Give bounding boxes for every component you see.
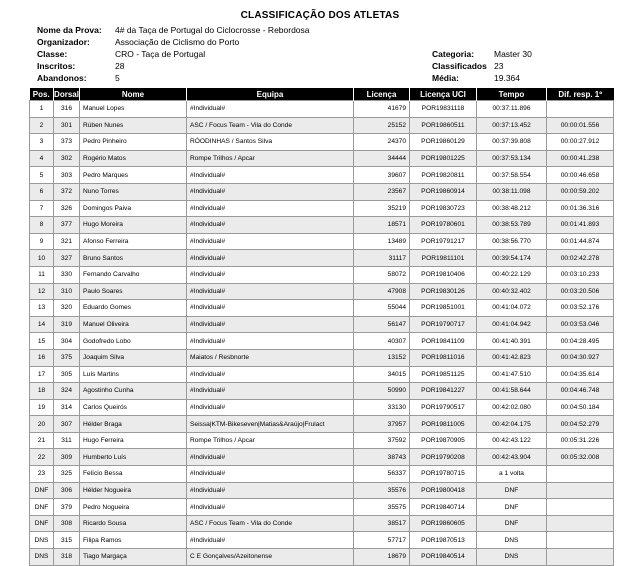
cell-licenca-uci: POR19811101: [410, 250, 477, 267]
header-dorsal: Dorsal: [54, 89, 79, 99]
cell-licenca-uci: POR19791217: [410, 233, 477, 250]
cell-tempo: DNF: [477, 499, 547, 516]
cell-tempo: 00:42:43.904: [477, 449, 547, 466]
cell-dif: 00:01:44.874: [547, 233, 614, 250]
cell-dorsal: 315: [54, 532, 80, 549]
cell-licenca: 40307: [354, 333, 410, 350]
classified-row: [432, 61, 612, 72]
cell-equipa: #Individual#: [187, 482, 354, 499]
cell-pos: 12: [30, 283, 54, 300]
cell-dif: 00:04:46.748: [547, 383, 614, 400]
cell-equipa: #Individual#: [187, 449, 354, 466]
cell-dorsal: 379: [54, 499, 80, 516]
cell-licenca: 18679: [354, 549, 410, 566]
cell-tempo: DNF: [477, 515, 547, 532]
cell-licenca: 23567: [354, 183, 410, 200]
cell-licenca: 18571: [354, 217, 410, 234]
table-header-row: [30, 88, 614, 101]
cell-tempo: 00:37:58.554: [477, 167, 547, 184]
cell-dif: 00:02:42.278: [547, 250, 614, 267]
cell-licenca-uci: POR19851125: [410, 366, 477, 383]
table-row: [30, 532, 614, 549]
cell-licenca: 31117: [354, 250, 410, 267]
cell-licenca: 13489: [354, 233, 410, 250]
cell-tempo: 00:37:13.452: [477, 117, 547, 134]
cell-dorsal: 309: [54, 449, 80, 466]
cell-nome: Godofredo Lobo: [80, 333, 187, 350]
cell-licenca: 41679: [354, 101, 410, 118]
page-title: CLASSIFICAÇÃO DOS ATLETAS: [240, 10, 400, 21]
cell-dorsal: 327: [54, 250, 80, 267]
cell-tempo: DNS: [477, 549, 547, 566]
cell-equipa: Maiatos / Resbnorte: [187, 349, 354, 366]
table-row: [30, 349, 614, 366]
cell-licenca: 24370: [354, 134, 410, 151]
table-row: [30, 549, 614, 566]
cell-equipa: #Individual#: [187, 399, 354, 416]
registered-row: [37, 61, 417, 72]
table-row: [30, 167, 614, 184]
header-tempo: Tempo: [477, 88, 547, 101]
cell-dif: 00:03:20.506: [547, 283, 614, 300]
cell-tempo: 00:38:48.212: [477, 200, 547, 217]
category-value: Master 30: [494, 49, 532, 59]
cell-dorsal: 373: [54, 134, 80, 151]
cell-licenca-uci: POR19870905: [410, 432, 477, 449]
cell-equipa: #Individual#: [187, 167, 354, 184]
cell-pos: DNF: [30, 515, 54, 532]
class-row: [37, 49, 417, 60]
cell-dif: 00:04:30.927: [547, 349, 614, 366]
cell-nome: Rogério Matos: [80, 150, 187, 167]
table-row: [30, 383, 614, 400]
cell-licenca-uci: POR19870513: [410, 532, 477, 549]
cell-equipa: ASC / Focus Team - Vila do Conde: [187, 117, 354, 134]
header-licenca-uci: Licença UCI: [410, 88, 477, 101]
average-label: Média:: [432, 73, 459, 83]
cell-dif: 00:04:50.184: [547, 399, 614, 416]
cell-dif: 00:00:46.658: [547, 167, 614, 184]
cell-licenca: 50990: [354, 383, 410, 400]
cell-dif: 00:01:41.893: [547, 217, 614, 234]
cell-nome: Hugo Moreira: [80, 217, 187, 234]
cell-equipa: #Individual#: [187, 233, 354, 250]
cell-licenca: 25152: [354, 117, 410, 134]
table-row: [30, 399, 614, 416]
cell-nome: Hélder Nogueira: [80, 482, 187, 499]
cell-pos: 16: [30, 349, 54, 366]
cell-dorsal: 311: [54, 432, 80, 449]
cell-dorsal: 325: [54, 466, 80, 483]
organizer-row: [37, 37, 457, 48]
cell-equipa: #Individual#: [187, 101, 354, 118]
cell-dif: 00:04:28.495: [547, 333, 614, 350]
average-value: 19.364: [494, 73, 520, 83]
cell-licenca: 35219: [354, 200, 410, 217]
cell-pos: 6: [30, 183, 54, 200]
cell-dorsal: 372: [54, 183, 80, 200]
cell-licenca: 13152: [354, 349, 410, 366]
cell-dorsal: 324: [54, 383, 80, 400]
category-row: [432, 49, 612, 60]
table-row: [30, 266, 614, 283]
table-row: [30, 217, 614, 234]
cell-pos: 13: [30, 300, 54, 317]
cell-licenca-uci: POR19840514: [410, 549, 477, 566]
cell-licenca-uci: POR19790717: [410, 316, 477, 333]
cell-dorsal: 308: [54, 515, 80, 532]
cell-pos: DNS: [30, 532, 54, 549]
cell-dorsal: 375: [54, 349, 80, 366]
cell-equipa: Seissa|KTM-Bikeseven|Matias&Araújo|Frulact: [187, 416, 354, 433]
cell-dorsal: 302: [54, 150, 80, 167]
cell-pos: 18: [30, 383, 54, 400]
classified-label: Classificados: [432, 61, 487, 71]
cell-dif: 00:00:41.238: [547, 150, 614, 167]
cell-licenca-uci: POR19830126: [410, 283, 477, 300]
table-row: [30, 449, 614, 466]
cell-pos: 3: [30, 134, 54, 151]
cell-tempo: 00:41:04.072: [477, 300, 547, 317]
cell-licenca: 58072: [354, 266, 410, 283]
cell-nome: Bruno Santos: [80, 250, 187, 267]
cell-tempo: 00:39:54.174: [477, 250, 547, 267]
table-row: [30, 233, 614, 250]
header-equipa: Equipa: [187, 88, 354, 101]
table-row: [30, 482, 614, 499]
cell-equipa: Rompe Trilhos / Apcar: [187, 150, 354, 167]
cell-tempo: 00:41:58.644: [477, 383, 547, 400]
category-label: Categoria:: [432, 49, 475, 59]
cell-licenca-uci: POR19860914: [410, 183, 477, 200]
cell-pos: 19: [30, 399, 54, 416]
cell-licenca-uci: POR19860605: [410, 515, 477, 532]
cell-tempo: 00:38:56.770: [477, 233, 547, 250]
cell-nome: Luís Martins: [80, 366, 187, 383]
table-row: [30, 366, 614, 383]
cell-licenca: 39607: [354, 167, 410, 184]
table-row: [30, 499, 614, 516]
cell-pos: 5: [30, 167, 54, 184]
cell-pos: 15: [30, 333, 54, 350]
cell-dif: [547, 482, 614, 499]
cell-equipa: #Individual#: [187, 300, 354, 317]
table-row: [30, 316, 614, 333]
cell-dif: 00:03:53.046: [547, 316, 614, 333]
cell-nome: Ricardo Sousa: [80, 515, 187, 532]
table-row: [30, 250, 614, 267]
cell-nome: Carlos Queirós: [80, 399, 187, 416]
cell-licenca: 57717: [354, 532, 410, 549]
cell-dif: [547, 532, 614, 549]
cell-licenca: 37592: [354, 432, 410, 449]
average-row: [432, 73, 612, 84]
cell-licenca-uci: POR19840714: [410, 499, 477, 516]
cell-nome: Manuel Oliveira: [80, 316, 187, 333]
cell-tempo: 00:38:11.098: [477, 183, 547, 200]
cell-nome: Eduardo Gomes: [80, 300, 187, 317]
cell-licenca: 34444: [354, 150, 410, 167]
cell-dif: 00:00:27.912: [547, 134, 614, 151]
cell-dif: 00:03:10.233: [547, 266, 614, 283]
cell-dorsal: 330: [54, 266, 80, 283]
cell-dorsal: 320: [54, 300, 80, 317]
cell-equipa: #Individual#: [187, 283, 354, 300]
cell-tempo: 00:40:22.129: [477, 266, 547, 283]
cell-dif: [547, 549, 614, 566]
cell-tempo: 00:40:32.402: [477, 283, 547, 300]
cell-licenca-uci: POR19790517: [410, 399, 477, 416]
cell-tempo: 00:37:39.808: [477, 134, 547, 151]
table-row: [30, 183, 614, 200]
cell-licenca-uci: POR19831118: [410, 101, 477, 118]
cell-equipa: #Individual#: [187, 217, 354, 234]
cell-equipa: ASC / Focus Team - Vila do Conde: [187, 515, 354, 532]
cell-tempo: 00:42:02.080: [477, 399, 547, 416]
class-label: Classe:: [37, 49, 68, 59]
cell-dif: 00:04:52.279: [547, 416, 614, 433]
table-row: [30, 283, 614, 300]
table-row: [30, 300, 614, 317]
cell-dorsal: 305: [54, 366, 80, 383]
race-name-label: Nome da Prova:: [37, 25, 102, 35]
abandons-value: 5: [115, 73, 120, 83]
race-name-row: [37, 25, 457, 36]
cell-pos: 11: [30, 266, 54, 283]
cell-pos: 10: [30, 250, 54, 267]
cell-pos: 17: [30, 366, 54, 383]
cell-equipa: #Individual#: [187, 499, 354, 516]
cell-licenca-uci: POR19811005: [410, 416, 477, 433]
cell-nome: Fernando Carvalho: [80, 266, 187, 283]
abandons-row: [37, 73, 417, 84]
cell-licenca-uci: POR19790208: [410, 449, 477, 466]
abandons-label: Abandonos:: [37, 73, 87, 83]
cell-nome: Pedro Pinheiro: [80, 134, 187, 151]
cell-dif: 00:04:35.614: [547, 366, 614, 383]
cell-pos: DNF: [30, 482, 54, 499]
cell-licenca-uci: POR19780601: [410, 217, 477, 234]
cell-dif: 00:05:32.008: [547, 449, 614, 466]
cell-dif: [547, 466, 614, 483]
cell-pos: 23: [30, 466, 54, 483]
cell-licenca: 33130: [354, 399, 410, 416]
race-name-value: 4# da Taça de Portugal do Ciclocrosse - Rebordosa: [115, 25, 310, 35]
cell-nome: Afonso Ferreira: [80, 233, 187, 250]
cell-licenca: 56337: [354, 466, 410, 483]
organizer-value: Associação de Ciclismo do Porto: [115, 37, 240, 47]
cell-pos: DNS: [30, 549, 54, 566]
class-value: CRO - Taça de Portugal: [115, 49, 206, 59]
cell-licenca-uci: POR19860511: [410, 117, 477, 134]
cell-tempo: 00:42:04.175: [477, 416, 547, 433]
table-row: [30, 150, 614, 167]
cell-equipa: RÓODINHAS / Santos Silva: [187, 134, 354, 151]
cell-pos: DNF: [30, 499, 54, 516]
cell-licenca: 35576: [354, 482, 410, 499]
cell-licenca-uci: POR19820811: [410, 167, 477, 184]
cell-nome: Joaquim Silva: [80, 349, 187, 366]
cell-nome: Felício Bessa: [80, 466, 187, 483]
cell-pos: 22: [30, 449, 54, 466]
cell-licenca: 55044: [354, 300, 410, 317]
cell-equipa: C E Gonçalves/Azeitonense: [187, 549, 354, 566]
cell-nome: Manuel Lopes: [80, 101, 187, 118]
cell-dorsal: 303: [54, 167, 80, 184]
cell-licenca: 38743: [354, 449, 410, 466]
cell-tempo: DNS: [477, 532, 547, 549]
cell-nome: Pedro Marques: [80, 167, 187, 184]
cell-licenca: 35575: [354, 499, 410, 516]
cell-dorsal: 326: [54, 200, 80, 217]
cell-nome: Humberto Luís: [80, 449, 187, 466]
table-row: [30, 134, 614, 151]
cell-dorsal: 304: [54, 333, 80, 350]
cell-dif: 00:00:01.556: [547, 117, 614, 134]
header-nome: Nome: [80, 88, 187, 101]
cell-tempo: DNF: [477, 482, 547, 499]
cell-dorsal: 377: [54, 217, 80, 234]
cell-tempo: a 1 volta: [477, 466, 547, 483]
header-licenca: Licença: [354, 88, 410, 101]
cell-equipa: #Individual#: [187, 250, 354, 267]
cell-dorsal: 316: [54, 101, 80, 118]
cell-nome: Rúben Nunes: [80, 117, 187, 134]
cell-licenca-uci: POR19841109: [410, 333, 477, 350]
table-row: [30, 432, 614, 449]
cell-dorsal: 307: [54, 416, 80, 433]
cell-dorsal: 310: [54, 283, 80, 300]
cell-equipa: #Individual#: [187, 532, 354, 549]
cell-nome: Pedro Nogueira: [80, 499, 187, 516]
cell-tempo: 00:37:53.134: [477, 150, 547, 167]
cell-dif: 00:00:59.202: [547, 183, 614, 200]
cell-dif: [547, 101, 614, 118]
cell-nome: Hugo Ferreira: [80, 432, 187, 449]
cell-equipa: #Individual#: [187, 383, 354, 400]
table-row: [30, 101, 614, 118]
cell-pos: 20: [30, 416, 54, 433]
cell-equipa: Rompe Trilhos / Apcar: [187, 432, 354, 449]
header-pos: Pos.: [30, 88, 54, 101]
table-row: [30, 416, 614, 433]
cell-dorsal: 314: [54, 399, 80, 416]
cell-pos: 21: [30, 432, 54, 449]
cell-nome: Hélder Braga: [80, 416, 187, 433]
cell-pos: 8: [30, 217, 54, 234]
cell-dif: [547, 499, 614, 516]
cell-equipa: #Individual#: [187, 316, 354, 333]
cell-dif: 00:05:31.226: [547, 432, 614, 449]
cell-equipa: #Individual#: [187, 266, 354, 283]
cell-equipa: #Individual#: [187, 466, 354, 483]
cell-tempo: 00:41:04.942: [477, 316, 547, 333]
registered-label: Inscritos:: [37, 61, 76, 71]
classified-value: 23: [494, 61, 504, 71]
cell-licenca: 56147: [354, 316, 410, 333]
cell-pos: 9: [30, 233, 54, 250]
cell-tempo: 00:41:47.510: [477, 366, 547, 383]
cell-equipa: #Individual#: [187, 200, 354, 217]
cell-licenca: 38517: [354, 515, 410, 532]
cell-tempo: 00:38:53.789: [477, 217, 547, 234]
cell-licenca-uci: POR19841227: [410, 383, 477, 400]
cell-nome: Nuno Torres: [80, 183, 187, 200]
registered-value: 28: [115, 61, 125, 71]
table-row: [30, 200, 614, 217]
table-row: [30, 333, 614, 350]
cell-dorsal: 319: [54, 316, 80, 333]
cell-pos: 14: [30, 316, 54, 333]
cell-licenca-uci: POR19860129: [410, 134, 477, 151]
organizer-label: Organizador:: [37, 37, 90, 47]
cell-licenca-uci: POR19801225: [410, 150, 477, 167]
cell-dif: 00:03:52.176: [547, 300, 614, 317]
cell-pos: 1: [30, 101, 54, 118]
cell-nome: Filipa Ramos: [80, 532, 187, 549]
cell-nome: Domingos Paiva: [80, 200, 187, 217]
cell-tempo: 00:42:43.122: [477, 432, 547, 449]
cell-tempo: 00:41:42.823: [477, 349, 547, 366]
cell-licenca-uci: POR19780715: [410, 466, 477, 483]
table-row: [30, 117, 614, 134]
cell-licenca-uci: POR19851001: [410, 300, 477, 317]
cell-pos: 7: [30, 200, 54, 217]
table-row: [30, 466, 614, 483]
cell-licenca-uci: POR19830723: [410, 200, 477, 217]
cell-licenca-uci: POR19810406: [410, 266, 477, 283]
cell-licenca-uci: POR19811016: [410, 349, 477, 366]
cell-licenca: 34015: [354, 366, 410, 383]
cell-licenca: 37957: [354, 416, 410, 433]
cell-equipa: #Individual#: [187, 366, 354, 383]
header-dif: Dif. resp. 1º: [547, 88, 614, 101]
cell-nome: Agostinho Cunha: [80, 383, 187, 400]
cell-tempo: 00:41:40.391: [477, 333, 547, 350]
cell-dif: 00:01:36.316: [547, 200, 614, 217]
cell-dorsal: 306: [54, 482, 80, 499]
cell-dif: [547, 515, 614, 532]
cell-pos: 4: [30, 150, 54, 167]
cell-dorsal: 318: [54, 549, 80, 566]
cell-dorsal: 301: [54, 117, 80, 134]
table-row: [30, 515, 614, 532]
cell-licenca: 47908: [354, 283, 410, 300]
cell-tempo: 00:37:11.896: [477, 101, 547, 118]
cell-nome: Paulo Soares: [80, 283, 187, 300]
results-table: [29, 88, 614, 566]
cell-equipa: #Individual#: [187, 183, 354, 200]
cell-pos: 2: [30, 117, 54, 134]
cell-dorsal: 321: [54, 233, 80, 250]
cell-equipa: #Individual#: [187, 333, 354, 350]
cell-nome: Tiago Margaça: [80, 549, 187, 566]
cell-licenca-uci: POR19800418: [410, 482, 477, 499]
